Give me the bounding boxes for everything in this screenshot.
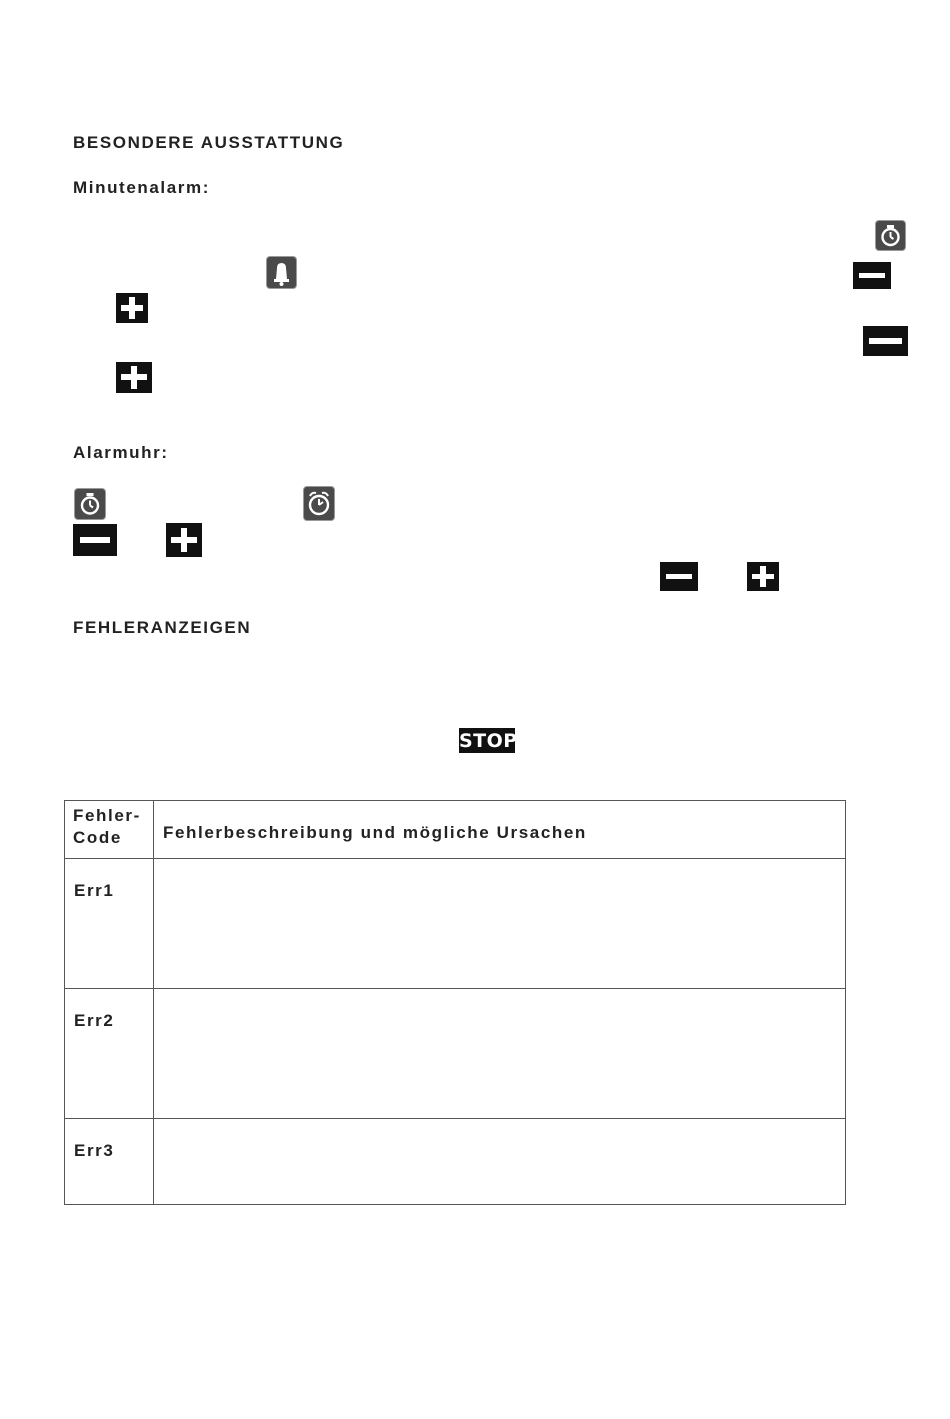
error-description-cell [154, 859, 846, 989]
plus-key-icon [116, 362, 152, 393]
bell-icon [266, 256, 297, 289]
header-error-code-line2: Code [73, 828, 122, 847]
minus-key-icon [73, 524, 117, 556]
header-error-code [65, 801, 154, 859]
error-description-cell [154, 989, 846, 1119]
minus-key-icon [853, 262, 891, 289]
error-code-cell: Err3 [65, 1119, 154, 1205]
plus-key-icon [166, 523, 202, 557]
error-code-table [64, 800, 846, 1205]
error-code-cell: Err1 [65, 859, 154, 989]
table-row [65, 1119, 846, 1205]
table-row [65, 859, 846, 989]
minus-key-icon [863, 326, 908, 356]
timer-icon [74, 488, 106, 520]
plus-key-icon [116, 293, 148, 323]
header-error-code-line1: Fehler- [73, 806, 141, 825]
error-code-cell: Err2 [65, 989, 154, 1119]
timer-icon [875, 220, 906, 251]
stop-key-icon: STOP [459, 730, 518, 752]
table-row [65, 989, 846, 1119]
error-description-cell [154, 1119, 846, 1205]
alarm-clock-title: Alarmuhr: [73, 443, 169, 462]
section-heading-errors: FEHLERANZEIGEN [73, 618, 252, 637]
minute-alarm-title: Minutenalarm: [73, 178, 210, 197]
header-description: Fehlerbeschreibung und mögliche Ursachen [154, 801, 846, 859]
section-heading-equipment: BESONDERE AUSSTATTUNG [73, 133, 345, 152]
table-header-row [65, 801, 846, 859]
minus-key-icon [660, 562, 698, 591]
alarm-clock-icon [303, 486, 335, 521]
plus-key-icon [747, 562, 779, 591]
